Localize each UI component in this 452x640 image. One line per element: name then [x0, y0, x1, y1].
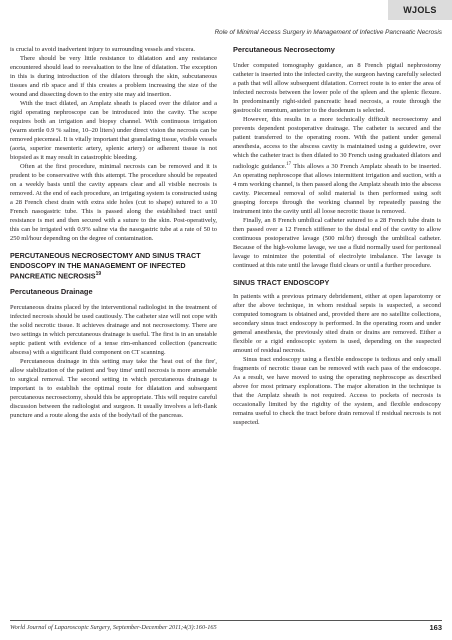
- paragraph: Percutaneous drains placed by the interventional radiologist in the treatment of infected necrosis should be used cautiously. The catheter size will not cope with the solid necrotic tissue. It achieves drainage and not necrosectomy. There are two settings in which percutaneous drainage is useful. The first is in an unstable septic patient with evidence of a tense rim-enhanced collection (pancreatic abscess) with a significant fluid component on CT scanning.: [10, 303, 217, 356]
- section-heading: [10, 251, 217, 281]
- paragraph: is crucial to avoid inadvertent injury to surrounding vessels and viscera.: [10, 46, 196, 53]
- footer-divider: [10, 620, 442, 621]
- footer-journal-citation: World Journal of Laparoscopic Surgery, September-December 2011;4(3):160-165: [10, 624, 217, 631]
- journal-badge: WJOLS: [388, 0, 452, 20]
- paragraph-text: This allows a 30 French Amplatz sheath to be inserted. An operating nephroscope that allows intermittent irrigation and suction, with a 4 mm working channel, is then passed along the Amplatz sheath into the abscess cavity. Piecemeal removal of solid material is then performed using soft grasping forceps through the working channel by repeatedly passing the instrument into the cavity until all loose necrotic tissue is removed.: [233, 162, 441, 215]
- paragraph: Finally, an 8 French umbilical catheter sutured to a 28 French tube drain is then passed over a 12 French stiffener to the distal end of the cavity to allow continuous postoperative lavage (500 ml/hr) through the umbilical catheter. Because of the high-volume lavage, we use a fluid normally used for peritoneal lavage to minimize the potential of electrolyte imbalance. The lavage is continued at this rate until the lavage fluid clears or until a further procedure.: [233, 216, 441, 269]
- paragraph: Percutaneous drainage in this setting may take the 'heat out of the fire', allow stabilization of the patient and 'buy time' until necrosis is more amenable to surgical removal. The second setting in which percutaneous drainage is important is to establish the optimal route for dilatation and subsequent percutaneous necrosectomy, should this be appropriate. This will require careful discussion between the radiologist and surgeon. It usually involves a left-flank puncture and a route along the axis of the body/tail of the pancreas.: [10, 357, 217, 419]
- citation-ref: 19: [95, 271, 102, 278]
- paragraph: There should be very little resistance to dilatation and any resistance encountered should lead to reevaluation to the line of dilatation. The exception in this is during introduction of the dilators through the skin, subcutaneous tissues and rib space and if this creates a problem increasing the size of the wound and dissecting down to the entry site may aid insertion.: [10, 55, 217, 98]
- paragraph: With the tract dilated, an Amplatz sheath is placed over the dilator and a rigid operating nephroscope can be introduced into the cavity. The scope requires both an irrigation and biopsy channel. With continuous irrigation (warm sterile 0.9 % saline, 10–20 liters) under direct vision the necrosis can be removed piecemeal. It is vitally important that granulating tissue, visible vessels (aorta, superior mesenteric artery, splenic artery) or adherent tissue is not biopsied as it may result in catastrophic bleeding.: [10, 100, 217, 161]
- paragraph: Under computed tomography guidance, an 8 French pigtail nephrostomy catheter is inserted into the infected cavity, the surgeon having carefully selected a path that will allow subsequent dilatation. Correct route is to enter the area of infected necrosis between the lower pole of the spleen and the splenic flexure. In predominantly right-sided pancreatic head necrosis, a route through the gastrocolic omentum, anterior to the duodenum is selected.: [233, 61, 441, 114]
- paragraph: Often at the first procedure, minimal necrosis can be removed and it is prudent to be conservative with this attempt. The procedure should be repeated on a weekly basis until the cavity appears clear and all visible necrosis is removed. At the end of each procedure, an irrigating system is constructed using a 28 French chest drain with extra side holes (cut to shape) sutured to a 10 French nasogastric tube. This is passed along the established tract until resistance is met and then secured with a suture to the skin. Post-operatively, this can be irrigated with 0.9% saline via the nasogastric tube at a rate of 50 to 250 ml/hour depending on the degree of contamination.: [10, 163, 218, 242]
- left-column: [10, 45, 217, 420]
- paragraph: Sinus tract endoscopy using a flexible endoscope is tedious and only small fragments of necrotic tissue can be removed with each pass of the endoscope. As a result, we have moved to using the operating nephroscope as described above for most primary explorations. The major alteration in the technique is that the Amplatz sheath is not required. Access to pockets of necrosis is occasionally limited by the rigidity of the system, and flexible endoscopy remains useful to check the tract before drain removal if residual necrosis is not suspected.: [233, 356, 441, 427]
- subsection-heading: Percutaneous Drainage: [10, 287, 93, 297]
- paragraph: In patients with a previous primary debridement, either at open laparotomy or after the above technique, in whom residual sepsis is suspected, a second computed tomogram is obtained and, provided there are no satellite collections, secondary sinus tract endoscopy is performed. In the operating room and under general anesthesia, the previously sited drain or drains are removed. Either a flexible or a rigid endoscopic system is used, depending on the suspected amount of residual necrosis.: [233, 293, 441, 355]
- subsection-heading: Percutaneous Necrosectomy: [233, 45, 335, 54]
- paragraph: [233, 115, 441, 216]
- paragraph-text: However, this results in a more technically difficult necrosectomy and prevents dependent postoperative drainage. The catheter is secured and the patient transferred to the operating room. With the patient under general anesthesia, access to the abscess cavity is maintained using a guidewire, over which the catheter tract is then dilated to 30 French using graduated dilators and radiologic guidance.: [233, 115, 441, 170]
- right-column: [233, 45, 441, 427]
- running-head: Role of Minimal Access Surgery in Management of Infective Pancreatic Necrosis: [214, 29, 442, 36]
- section-heading: SINUS TRACT ENDOSCOPY: [233, 277, 330, 287]
- section-heading-text: PERCUTANEOUS NECROSECTOMY AND SINUS TRACT ENDOSCOPY IN THE MANAGEMENT OF INFECTED PANCREATIC NECROSIS: [10, 251, 201, 281]
- page-number: 163: [429, 623, 442, 632]
- citation-ref: 17: [286, 161, 292, 167]
